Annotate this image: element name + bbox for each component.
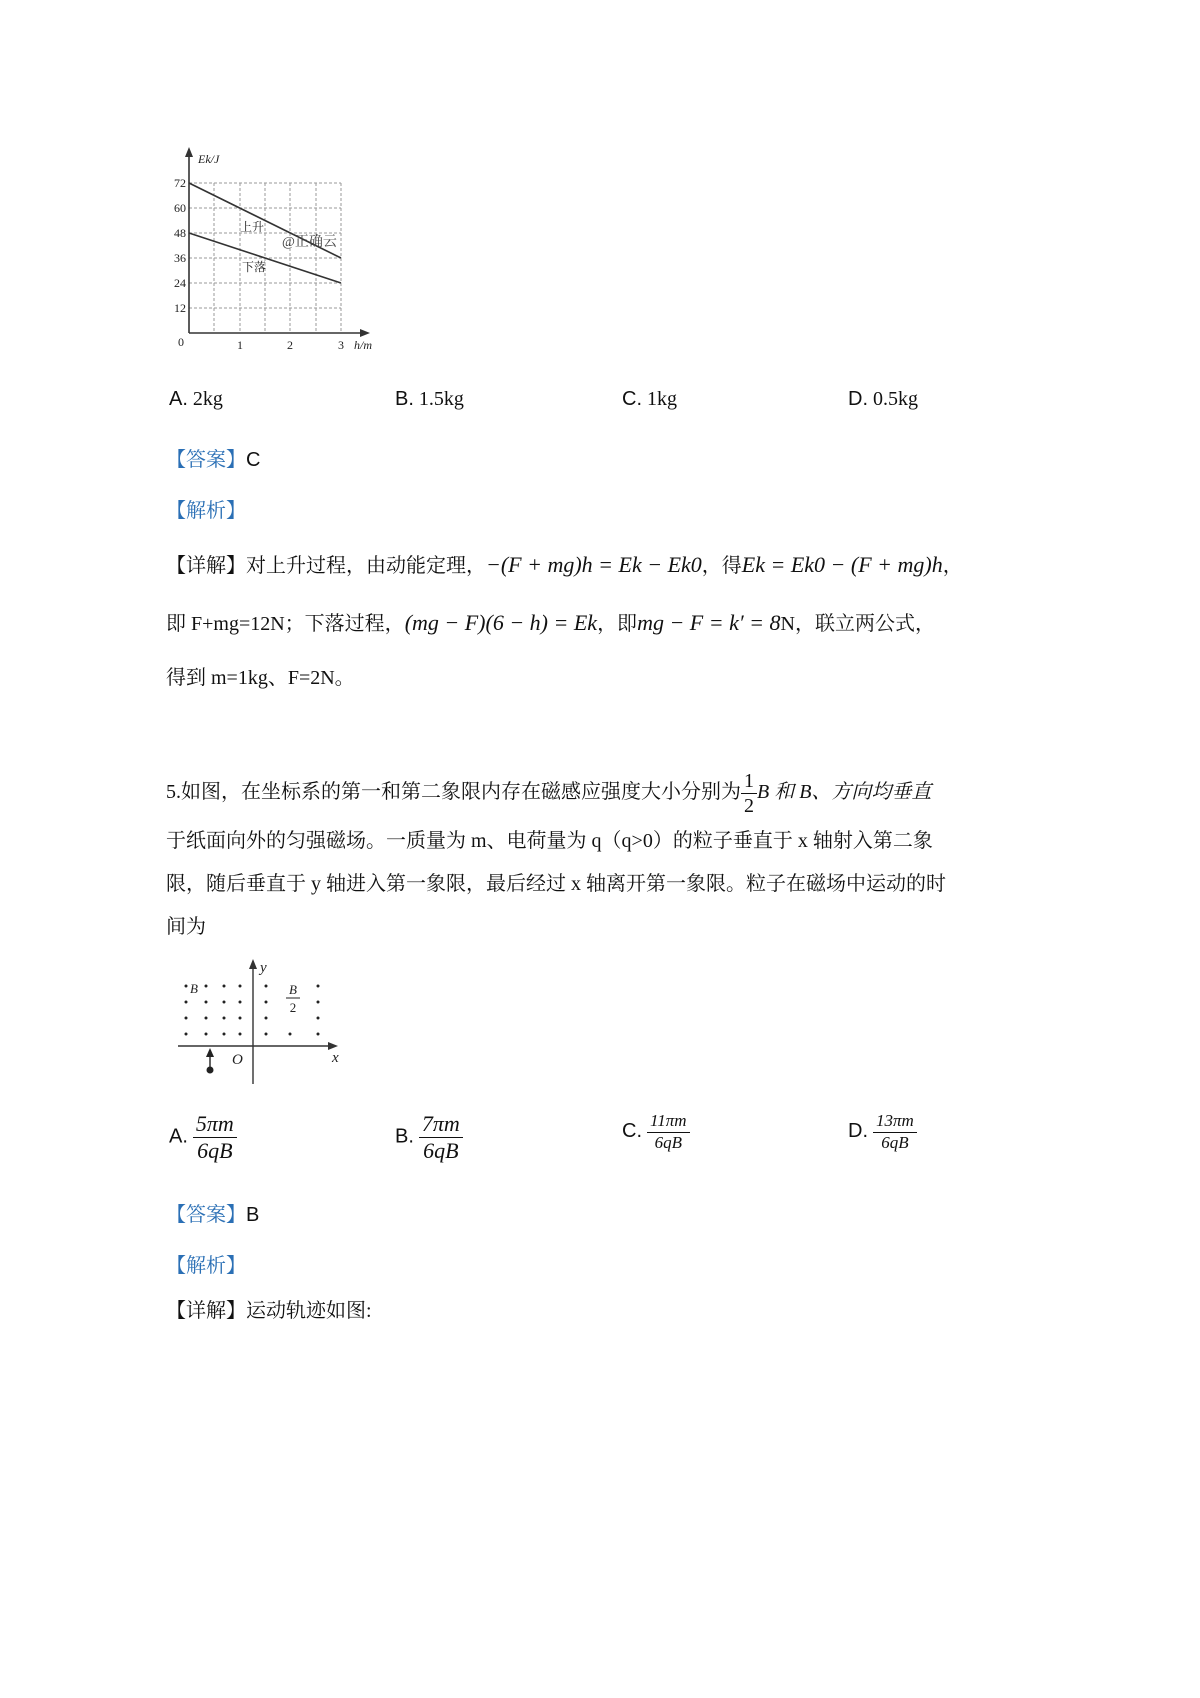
option-letter: A. <box>169 388 188 410</box>
equation: Ek = Ek0 − (F + mg)h <box>741 552 943 577</box>
q5-stem-line-1 <box>166 770 931 817</box>
x-axis-label: x <box>332 1050 339 1066</box>
equation: (mg − F)(6 − h) = Ek <box>404 610 598 635</box>
answer-value: B <box>246 1204 260 1226</box>
particle <box>207 1067 214 1074</box>
q4-detail-line-1 <box>166 550 963 581</box>
q4-option-b[interactable] <box>395 388 464 411</box>
equation: mg − F = k′ = 8 <box>637 610 781 635</box>
option-fraction <box>647 1112 690 1152</box>
q4-option-d[interactable] <box>848 388 918 411</box>
answer-tag: 【答案】 <box>166 449 246 471</box>
x-axis-arrow <box>328 1042 338 1050</box>
ek-h-graph <box>168 145 398 360</box>
detail-text: ，得 <box>701 555 742 577</box>
option-value: 0.5kg <box>873 388 918 410</box>
y-tick-label: 36 <box>174 251 186 265</box>
right-field-denominator: 2 <box>289 1000 297 1015</box>
q4-detail-line-3: 得到 m=1kg、F=2N。 <box>166 667 355 689</box>
x-axis-arrow <box>360 329 370 337</box>
option-fraction <box>193 1112 237 1163</box>
stem-text: 5.如图，在坐标系的第一和第二象限内存在磁感应强度大小分别为 <box>166 781 741 804</box>
equation: −(F + mg)h = Ek − Ek0 <box>486 552 702 577</box>
fraction-numerator: 5πm <box>193 1112 237 1138</box>
fraction-numerator: 7πm <box>419 1112 463 1138</box>
detail-tag: 【详解】 <box>166 555 246 577</box>
q4-option-a[interactable] <box>169 388 223 411</box>
left-field-label: B <box>190 981 198 996</box>
x-axis-label: h/m <box>354 338 372 352</box>
option-value: 1kg <box>647 388 677 410</box>
option-fraction <box>873 1112 917 1152</box>
fraction-half <box>741 770 757 817</box>
detail-text: N，联立两公式， <box>780 613 935 635</box>
option-fraction <box>419 1112 463 1163</box>
line-down-label: 下落 <box>242 260 267 274</box>
fraction-denominator: 6qB <box>197 1138 233 1164</box>
q4-analysis-tag: 【解析】 <box>166 500 246 522</box>
q5-stem-line-4: 间为 <box>166 916 206 938</box>
fraction-denominator: 2 <box>744 795 754 817</box>
particle-arrow-head <box>206 1048 214 1057</box>
detail-tag: 【详解】 <box>166 1300 246 1322</box>
y-tick-label: 12 <box>174 301 186 315</box>
x-tick-label: 1 <box>237 338 243 352</box>
q5-answer-line <box>166 1200 259 1230</box>
fraction-numerator: 13πm <box>873 1112 917 1133</box>
detail-text: ，即 <box>597 613 638 635</box>
answer-tag: 【答案】 <box>166 1204 246 1226</box>
detail-text: 对上升过程，由动能定理， <box>246 555 486 577</box>
option-letter: A. <box>169 1125 188 1148</box>
y-tick-label: 72 <box>174 176 186 190</box>
stem-text: B 和 B、方向均垂直 <box>757 781 932 804</box>
fraction-denominator: 6qB <box>881 1132 909 1152</box>
y-tick-label: 48 <box>174 226 186 240</box>
origin-label: O <box>232 1052 243 1068</box>
fraction-denominator: 6qB <box>654 1132 682 1152</box>
q5-stem-line-3: 限，随后垂直于 y 轴进入第一象限，最后经过 x 轴离开第一象限。粒子在磁场中运动的时 <box>166 873 946 895</box>
fraction-numerator: 11πm <box>647 1112 690 1133</box>
fraction-denominator: 6qB <box>423 1138 459 1164</box>
watermark: @正确云 <box>282 235 337 250</box>
magnetic-field-diagram <box>172 956 352 1086</box>
q5-detail-line <box>166 1296 372 1326</box>
option-value: 2kg <box>192 388 223 410</box>
detail-text: 运动轨迹如图: <box>246 1300 372 1322</box>
x-tick-label: 2 <box>287 338 293 352</box>
option-letter: B. <box>395 388 414 410</box>
option-letter: C. <box>622 1119 642 1142</box>
detail-text: 即 F+mg=12N；下落过程， <box>166 613 405 635</box>
y-axis-arrow <box>249 959 257 969</box>
q5-option-a[interactable] <box>169 1112 237 1163</box>
answer-value: C <box>246 449 261 471</box>
q5-option-c[interactable] <box>622 1112 690 1152</box>
option-letter: D. <box>848 388 868 410</box>
y-tick-label: 60 <box>174 201 186 215</box>
fraction-numerator: 1 <box>741 770 757 794</box>
x-tick-label: 3 <box>338 338 344 352</box>
option-value: 1.5kg <box>418 388 464 410</box>
option-letter: B. <box>395 1125 414 1148</box>
q5-stem-line-2: 于纸面向外的匀强磁场。一质量为 m、电荷量为 q（q>0）的粒子垂直于 x 轴射入第二象 <box>166 830 933 852</box>
q4-answer-line <box>166 445 260 475</box>
q4-detail-line-2 <box>166 608 935 639</box>
y-axis-label: y <box>260 960 267 976</box>
origin-label: 0 <box>178 335 184 349</box>
q5-option-b[interactable] <box>395 1112 463 1163</box>
y-tick-label: 24 <box>174 276 186 290</box>
q4-option-c[interactable] <box>622 388 677 411</box>
q5-analysis-tag: 【解析】 <box>166 1255 246 1277</box>
right-field-numerator: B <box>289 982 297 997</box>
detail-text: ， <box>942 555 963 577</box>
option-letter: D. <box>848 1119 868 1142</box>
y-axis-label: Ek/J <box>198 152 220 166</box>
line-up-label: 上升 <box>240 220 265 234</box>
option-letter: C. <box>622 388 642 410</box>
y-axis-arrow <box>185 147 193 157</box>
q5-option-d[interactable] <box>848 1112 917 1152</box>
